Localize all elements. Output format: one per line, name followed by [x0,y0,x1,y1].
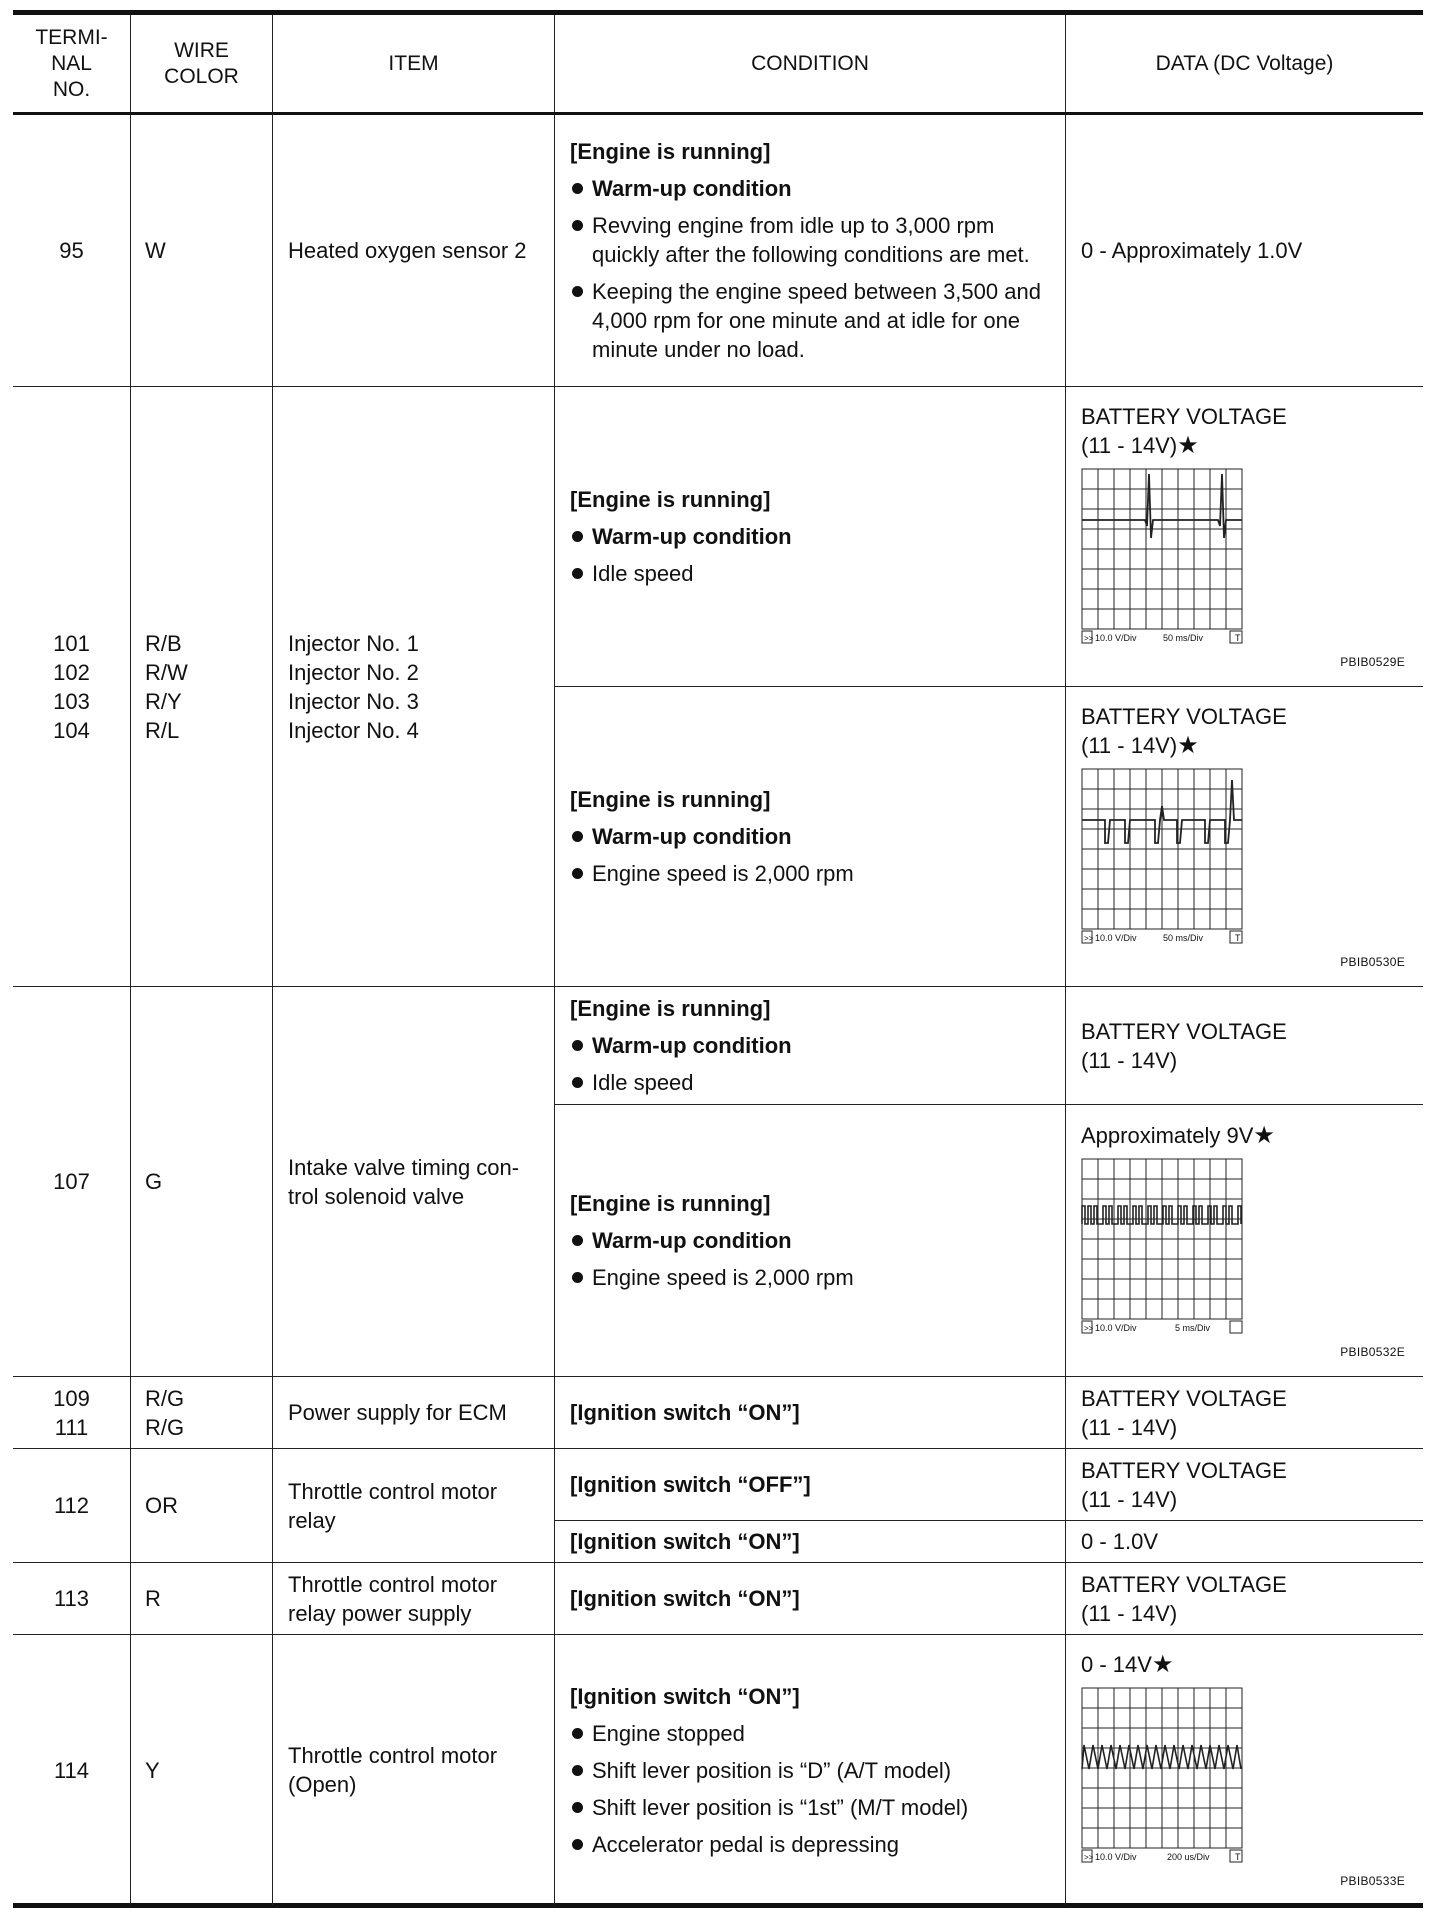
svg-text:T: T [1235,933,1241,943]
star-icon: ★ [1253,1121,1275,1149]
star-icon: ★ [1177,732,1199,759]
svg-text:>>: >> [1084,634,1094,643]
terminal-cell: 107 [13,987,131,1377]
condition-bullet: Revving engine from idle up to 3,000 rpm quickly after the following conditions are met. [570,211,1055,269]
wire-color: R/L [145,717,180,743]
item-name: Injector No. 4 [288,717,419,743]
data-line: BATTERY VOLTAGE [1081,1018,1287,1044]
item-name: (Open) [288,1772,357,1797]
terminal-cell [13,387,131,987]
terminal-number: 111 [54,1414,89,1440]
condition-bullet: Shift lever position is “D” (A/T model) [570,1756,1055,1785]
data-line: BATTERY VOLTAGE [1081,704,1287,729]
wire-color: R/G [145,1385,185,1411]
terminal-cell [13,1377,131,1449]
svg-text:>>: >> [1084,1323,1094,1333]
data-line: BATTERY VOLTAGE [1081,404,1287,429]
data-line: (11 - 14V) [1081,733,1178,758]
wire-color-cell [131,1377,273,1449]
svg-text:T: T [1235,1852,1241,1862]
condition-cell [555,115,1066,387]
item-name: Throttle control motor [288,1478,498,1504]
condition-bullet: Idle speed [570,559,1055,588]
header-terminal-line: NO. [52,77,91,101]
item-name: Injector No. 3 [288,688,419,714]
data-cell [1066,1563,1423,1635]
oscilloscope-waveform-injector-2000rpm [1081,768,1243,946]
wire-color-cell: R [131,1563,273,1635]
scope-time-label: 5 ms/Div [1175,1322,1211,1333]
item-name: Injector No. 1 [288,630,419,656]
data-cell [1066,687,1423,987]
condition-bullet: Engine speed is 2,000 rpm [570,1263,1055,1292]
condition-bullet: Warm-up condition [570,822,1055,851]
scope-scale-label: 10.0 V/Div [1095,633,1137,643]
header-terminal-line: TERMI- [35,25,108,49]
terminal-number: 103 [53,688,90,714]
oscilloscope-waveform-throttle-motor [1081,1687,1243,1865]
wire-color-cell: Y [131,1635,273,1905]
terminal-number: 104 [53,717,90,743]
condition-cell [555,687,1066,987]
scope-scale-label: 10.0 V/Div [1095,1852,1137,1862]
oscilloscope-waveform-injector-idle [1081,468,1243,646]
item-cell [273,1635,555,1905]
header-data: DATA (DC Voltage) [1066,15,1423,115]
condition-heading: [Ignition switch “ON”] [570,1683,800,1709]
condition-cell: [Ignition switch “OFF”] [555,1449,1066,1521]
wire-color: R/B [145,630,182,656]
item-cell: Power supply for ECM [273,1377,555,1449]
item-name: Intake valve timing con- [288,1154,520,1180]
wire-color: R/W [145,659,188,685]
condition-bullet: Warm-up condition [570,174,1055,203]
svg-text:>>: >> [1084,934,1094,943]
condition-bullet: Engine stopped [570,1719,1055,1748]
item-name: trol solenoid valve [288,1183,465,1209]
header-wire-line: COLOR [164,64,239,88]
terminal-cell: 95 [13,115,131,387]
figure-code: PBIB0532E [1340,1344,1405,1359]
condition-cell: [Ignition switch “ON”] [555,1377,1066,1449]
item-name: Injector No. 2 [288,659,419,685]
item-name: Throttle control motor [288,1571,498,1597]
item-name: Throttle control motor [288,1743,498,1768]
condition-bullet: Engine speed is 2,000 rpm [570,859,1055,888]
header-wire-color [131,15,273,115]
terminal-cell: 113 [13,1563,131,1635]
figure-code: PBIB0533E [1340,1874,1405,1888]
terminal-number: 109 [53,1385,90,1411]
scope-scale-label: 10.0 V/Div [1095,1322,1137,1333]
condition-cell [555,987,1066,1105]
item-name: relay [288,1507,336,1533]
scope-time-label: 50 ms/Div [1163,633,1204,643]
condition-bullet: Shift lever position is “1st” (M/T model) [570,1793,1055,1822]
data-line: BATTERY VOLTAGE [1081,1385,1287,1411]
condition-heading: [Engine is running] [570,787,771,812]
data-line: 0 - 14V [1081,1652,1152,1677]
condition-cell [555,1635,1066,1905]
condition-bullet: Warm-up condition [570,522,1055,551]
data-cell [1066,387,1423,687]
terminal-number: 102 [53,659,90,685]
svg-text:>>: >> [1084,1853,1094,1862]
header-condition: CONDITION [555,15,1066,115]
data-cell [1066,1105,1423,1377]
data-line: (11 - 14V) [1081,1047,1178,1073]
wire-color-cell: G [131,987,273,1377]
terminal-number: 101 [53,630,90,656]
terminal-cell: 114 [13,1635,131,1905]
oscilloscope-waveform-ivt-solenoid [1081,1158,1243,1336]
condition-bullet: Warm-up condition [570,1031,1055,1060]
condition-bullet: Keeping the engine speed between 3,500 and 4,000 rpm for one minute and at idle for one minute under no load. [570,277,1055,364]
header-terminal [13,15,131,115]
item-name: relay power supply [288,1600,472,1626]
wire-color-cell: OR [131,1449,273,1563]
condition-heading: [Engine is running] [570,1191,771,1216]
data-cell [1066,1635,1423,1905]
item-cell [273,1563,555,1635]
condition-bullet: Accelerator pedal is depressing [570,1830,1055,1859]
header-item: ITEM [273,15,555,115]
figure-code: PBIB0530E [1340,955,1405,969]
condition-cell: [Ignition switch “ON”] [555,1521,1066,1563]
data-line: (11 - 14V) [1081,1600,1178,1626]
wire-color: R/Y [145,688,182,714]
condition-cell: [Ignition switch “ON”] [555,1563,1066,1635]
terminal-cell: 112 [13,1449,131,1563]
data-line: Approximately 9V [1081,1122,1254,1148]
data-line: BATTERY VOLTAGE [1081,1571,1287,1597]
header-terminal-line: NAL [51,51,92,75]
data-line: BATTERY VOLTAGE [1081,1457,1287,1483]
condition-heading: [Engine is running] [570,487,771,512]
condition-cell [555,387,1066,687]
scope-time-label: 50 ms/Div [1163,933,1204,943]
item-cell: Heated oxygen sensor 2 [273,115,555,387]
condition-cell [555,1105,1066,1377]
header-wire-line: WIRE [174,38,229,62]
figure-code: PBIB0529E [1340,655,1405,669]
condition-bullet: Warm-up condition [570,1226,1055,1255]
item-cell [273,987,555,1377]
scope-scale-label: 10.0 V/Div [1095,933,1137,943]
wire-color: R/G [145,1414,185,1440]
data-cell [1066,1449,1423,1521]
condition-heading: [Engine is running] [570,139,771,164]
data-cell: 0 - 1.0V [1066,1521,1423,1563]
item-cell [273,1449,555,1563]
data-cell [1066,987,1423,1105]
ecm-terminal-table [13,10,1423,1908]
scope-time-label: 200 us/Div [1167,1852,1210,1862]
wire-color-cell: W [131,115,273,387]
data-cell [1066,1377,1423,1449]
data-line: (11 - 14V) [1081,1414,1178,1440]
star-icon: ★ [1177,432,1199,459]
data-line: (11 - 14V) [1081,433,1178,458]
data-line: (11 - 14V) [1081,1486,1178,1512]
svg-text:T: T [1235,633,1241,643]
condition-heading: [Engine is running] [570,996,771,1021]
condition-bullet: Idle speed [570,1068,1055,1097]
wire-color-cell [131,387,273,987]
star-icon: ★ [1151,1651,1174,1678]
item-cell [273,387,555,987]
data-cell: 0 - Approximately 1.0V [1066,115,1423,387]
